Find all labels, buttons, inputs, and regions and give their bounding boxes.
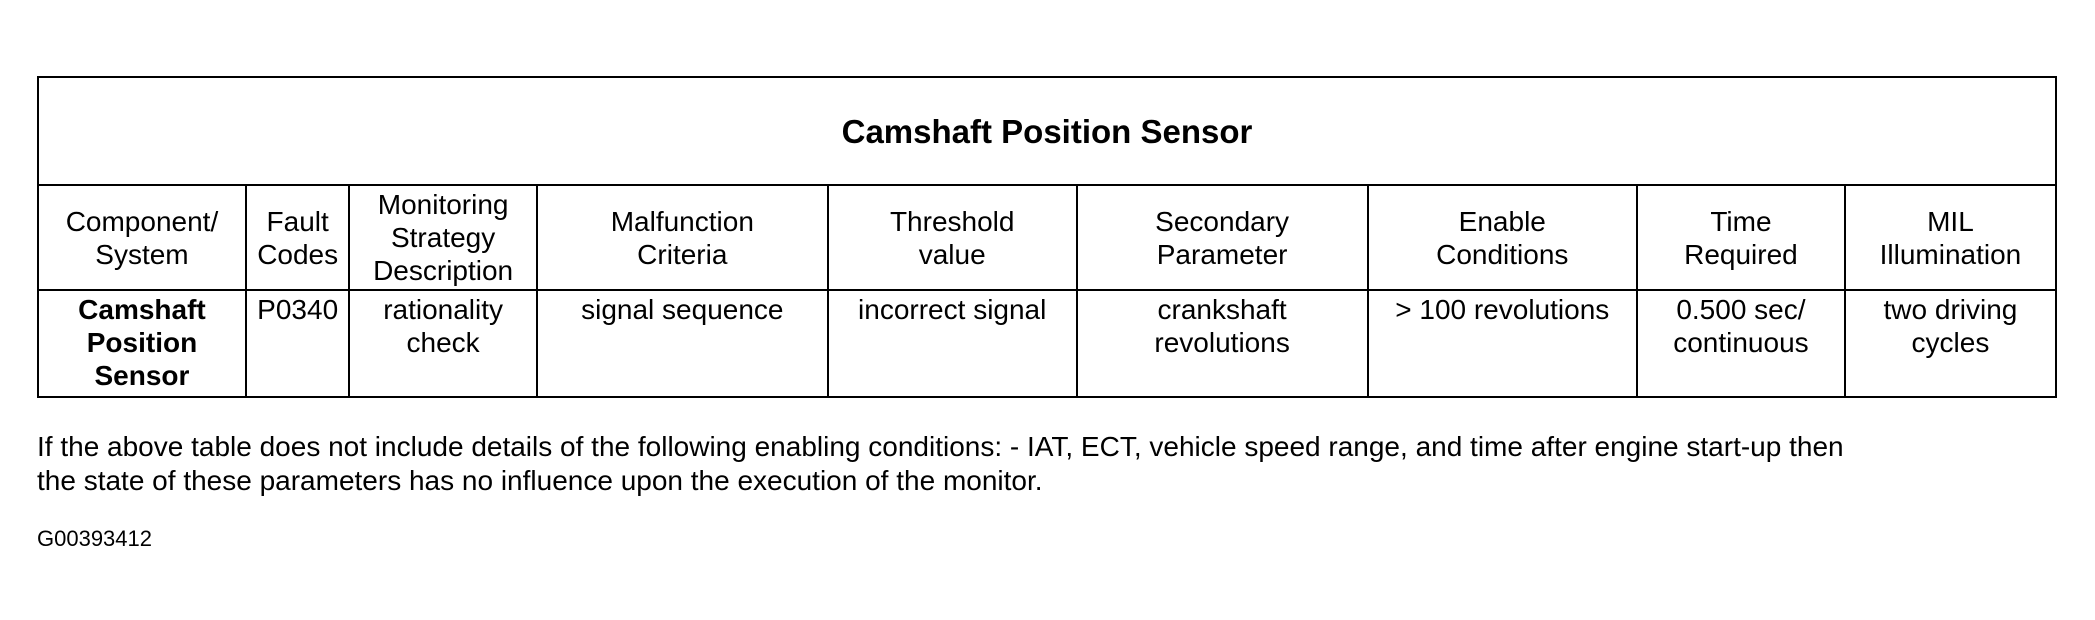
- cell-fault-code: P0340: [246, 290, 349, 397]
- table-row: [38, 290, 2056, 397]
- footnote-line-2: the state of these parameters has no influence upon the execution of the monitor.: [37, 465, 1043, 496]
- footnote-line-1: If the above table does not include details of the following enabling conditions: - IAT, ECT, vehicle speed range, and time after engine start-up then: [37, 431, 1844, 462]
- header-secondary-parameter: Secondary Parameter: [1077, 185, 1368, 290]
- table-header-row: [38, 185, 2056, 290]
- header-fault-codes: Fault Codes: [246, 185, 349, 290]
- header-time-required: Time Required: [1637, 185, 1845, 290]
- footnote: [37, 430, 2037, 498]
- header-malfunction-criteria: Malfunction Criteria: [537, 185, 828, 290]
- table-title-row: [38, 77, 2056, 185]
- cell-secondary-parameter: crankshaft revolutions: [1077, 290, 1368, 397]
- cell-enable-conditions: > 100 revolutions: [1368, 290, 1637, 397]
- cell-threshold-value: incorrect signal: [828, 290, 1077, 397]
- cell-component-system: Camshaft Position Sensor: [38, 290, 246, 397]
- cell-monitoring-strategy: rationality check: [349, 290, 536, 397]
- header-monitoring-strategy: Monitoring Strategy Description: [349, 185, 536, 290]
- figure-id: G00393412: [37, 526, 152, 551]
- cell-mil-illumination: two driving cycles: [1845, 290, 2056, 397]
- cell-malfunction-criteria: signal sequence: [537, 290, 828, 397]
- header-mil-illumination: MIL Illumination: [1845, 185, 2056, 290]
- header-threshold-value: Threshold value: [828, 185, 1077, 290]
- header-component-system: Component/ System: [38, 185, 246, 290]
- cell-time-required: 0.500 sec/ continuous: [1637, 290, 1845, 397]
- table-title: Camshaft Position Sensor: [38, 77, 2056, 185]
- header-enable-conditions: Enable Conditions: [1368, 185, 1637, 290]
- spec-table: [37, 76, 2057, 398]
